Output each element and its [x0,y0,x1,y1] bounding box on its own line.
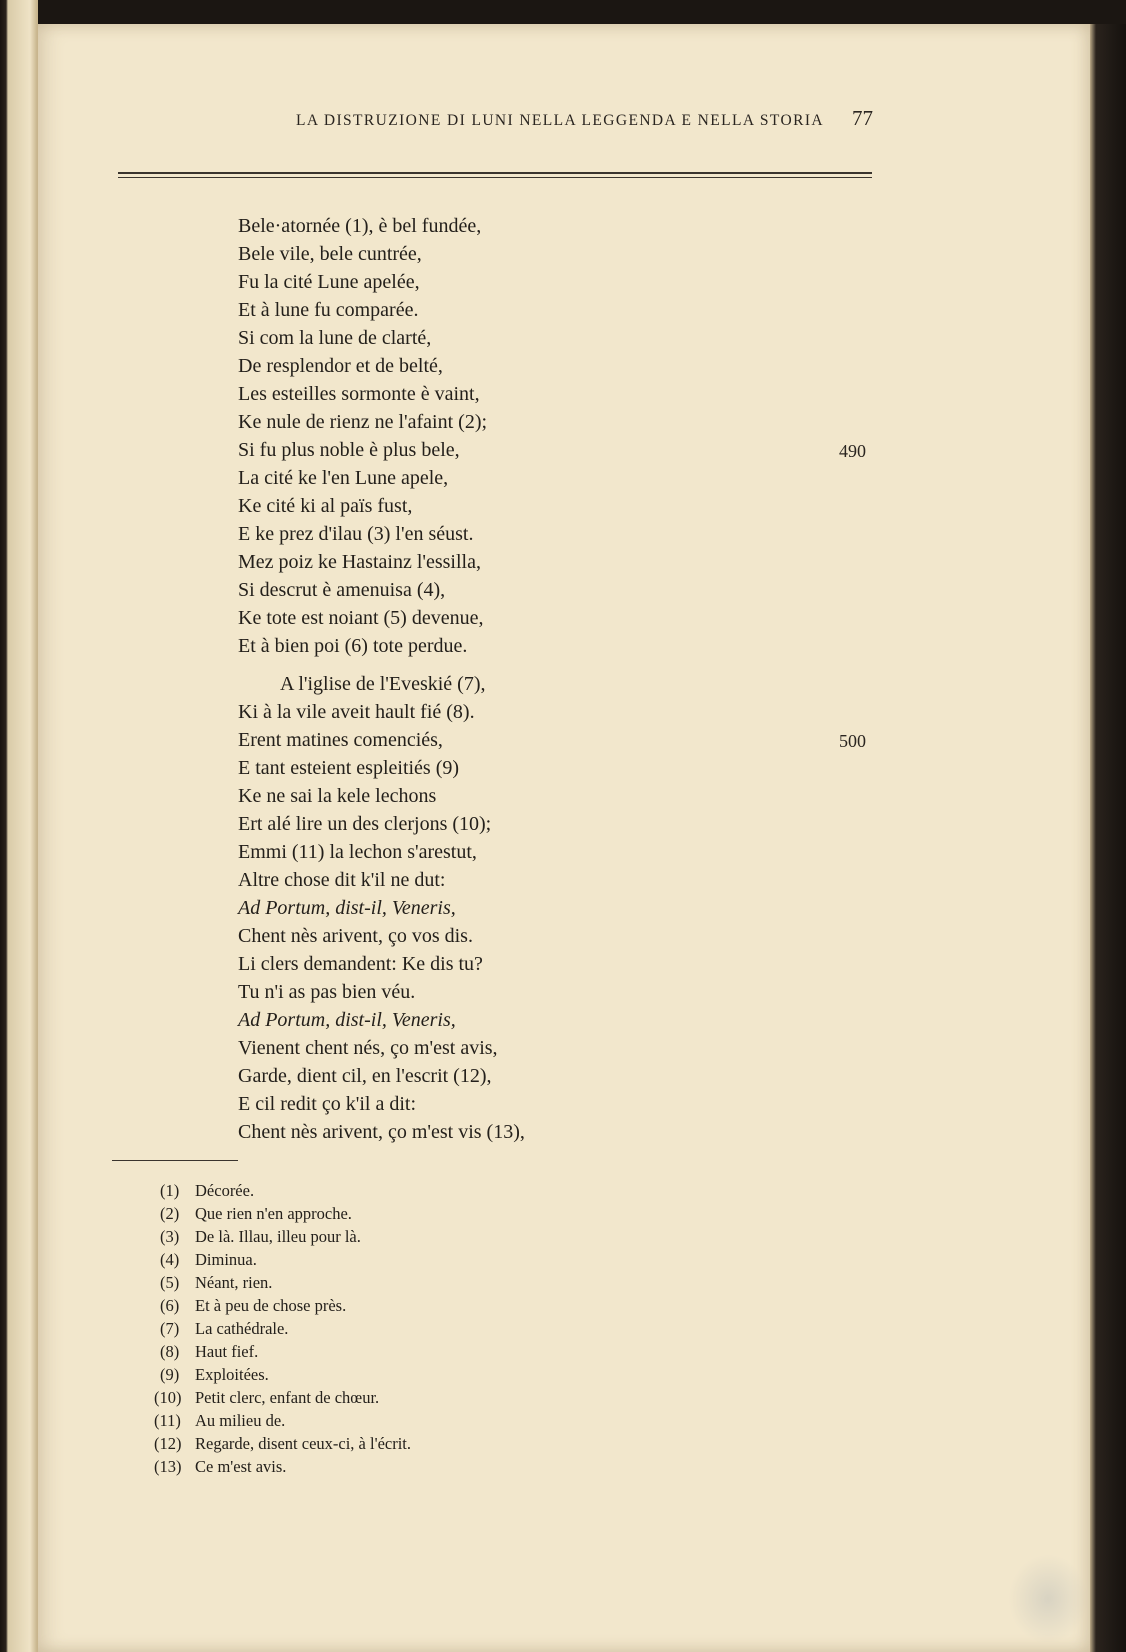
line-number: 500 [839,731,866,751]
footnote-mark: (2) [160,1204,180,1223]
footnote [154,1411,285,1431]
footnote-text: Et à peu de chose près. [195,1296,347,1315]
verse-line: Emmi (11) la lechon s'arestut, [238,841,477,863]
header-rule [118,172,872,174]
verse-line: Ad Portum, dist-il, Veneris, [238,1009,456,1031]
footnote-text: Ce m'est avis. [195,1457,287,1476]
verse-line: Ke cité ki al païs fust, [238,495,413,517]
footnote [160,1250,257,1270]
footnote [154,1434,411,1454]
footnote [154,1388,379,1408]
footnote-text: Exploitées. [195,1365,269,1384]
verse-line: La cité ke l'en Lune apele, [238,467,449,489]
footnote-text: Haut fief. [195,1342,259,1361]
verse-line: Ert alé lire un des clerjons (10); [238,813,492,835]
verse-line: Si descrut è amenuisa (4), [238,579,446,601]
verse-line: Altre chose dit k'il ne dut: [238,869,446,891]
verse-line: Et à bien poi (6) tote perdue. [238,635,468,657]
verse-line: Ke tote est noiant (5) devenue, [238,607,484,629]
verse-line: E ke prez d'ilau (3) l'en séust. [238,523,474,545]
footnote-mark: (3) [160,1227,180,1246]
footnote-rule [112,1160,238,1161]
verse-line: E tant esteient espleitiés (9) [238,757,460,779]
footnote-mark: (9) [160,1365,180,1384]
footnote-mark: (7) [160,1319,180,1338]
verse-line: Li clers demandent: Ke dis tu? [238,953,483,975]
footnote-mark: (13) [154,1457,182,1476]
footnote-text: La cathédrale. [195,1319,289,1338]
verse-line: Mez poiz ke Hastainz l'essilla, [238,551,481,573]
header-rule-thin [118,177,872,178]
footnote [160,1204,352,1224]
verse-line: Tu n'i as pas bien véu. [238,981,416,1003]
verse-line: Et à lune fu comparée. [238,299,419,321]
verse-line: E cil redit ço k'il a dit: [238,1093,416,1115]
footnote-mark: (8) [160,1342,180,1361]
footnote [160,1319,288,1339]
scan-top-edge [0,0,1126,24]
page-stain [1008,1554,1088,1644]
footnote-mark: (6) [160,1296,180,1315]
verse-line: Garde, dient cil, en l'escrit (12), [238,1065,492,1087]
verse-line: A l'iglise de l'Eveskié (7), [280,673,486,695]
verse-line: De resplendor et de belté, [238,355,443,377]
verse-line: Chent nès arivent, ço vos dis. [238,925,473,947]
footnote [154,1457,286,1477]
verse-line: Si fu plus noble è plus bele, [238,439,460,461]
footnote-text: Regarde, disent ceux-ci, à l'écrit. [195,1434,411,1453]
footnote [160,1227,361,1247]
verse-line: Ad Portum, dist-il, Veneris, [238,897,456,919]
footnote [160,1342,258,1362]
verse-line: Chent nès arivent, ço m'est vis (13), [238,1121,525,1143]
footnote [160,1181,254,1201]
verse-line: Erent matines comenciés, [238,729,443,751]
verse-line: Ke nule de rienz ne l'afaint (2); [238,411,488,433]
scan-right-edge [1090,24,1126,1652]
verse-line: Ki à la vile aveit hault fié (8). [238,701,475,723]
footnote-text: Néant, rien. [195,1273,273,1292]
footnote-mark: (4) [160,1250,180,1269]
footnote-text: Diminua. [195,1250,257,1269]
footnote-mark: (10) [154,1388,182,1407]
line-number: 490 [839,441,866,461]
footnote-text: Petit clerc, enfant de chœur. [195,1388,380,1407]
footnote-text: De là. Illau, illeu pour là. [195,1227,361,1246]
footnote [160,1273,272,1293]
footnote-text: Au milieu de. [195,1411,286,1430]
footnote-mark: (1) [160,1181,180,1200]
verse-line: Bele·atornée (1), è bel fundée, [238,215,482,237]
verse-line: Vienent chent nés, ço m'est avis, [238,1037,498,1059]
footnote-text: Décorée. [195,1181,255,1200]
running-head: LA DISTRUZIONE DI LUNI NELLA LEGGENDA E NELLA STORIA [296,112,824,129]
verse-line: Les esteilles sormonte è vaint, [238,383,480,405]
footnote-mark: (12) [154,1434,182,1453]
verse-line: Ke ne sai la kele lechons [238,785,437,807]
footnote [160,1365,269,1385]
footnote-mark: (5) [160,1273,180,1292]
page-number: 77 [852,106,873,130]
footnote [160,1296,346,1316]
footnote-text: Que rien n'en approche. [195,1204,352,1223]
verse-line: Fu la cité Lune apelée, [238,271,420,293]
book-binding-edge [0,0,38,1652]
footnote-mark: (11) [154,1411,181,1430]
verse-line: Bele vile, bele cuntrée, [238,243,422,265]
verse-line: Si com la lune de clarté, [238,327,432,349]
